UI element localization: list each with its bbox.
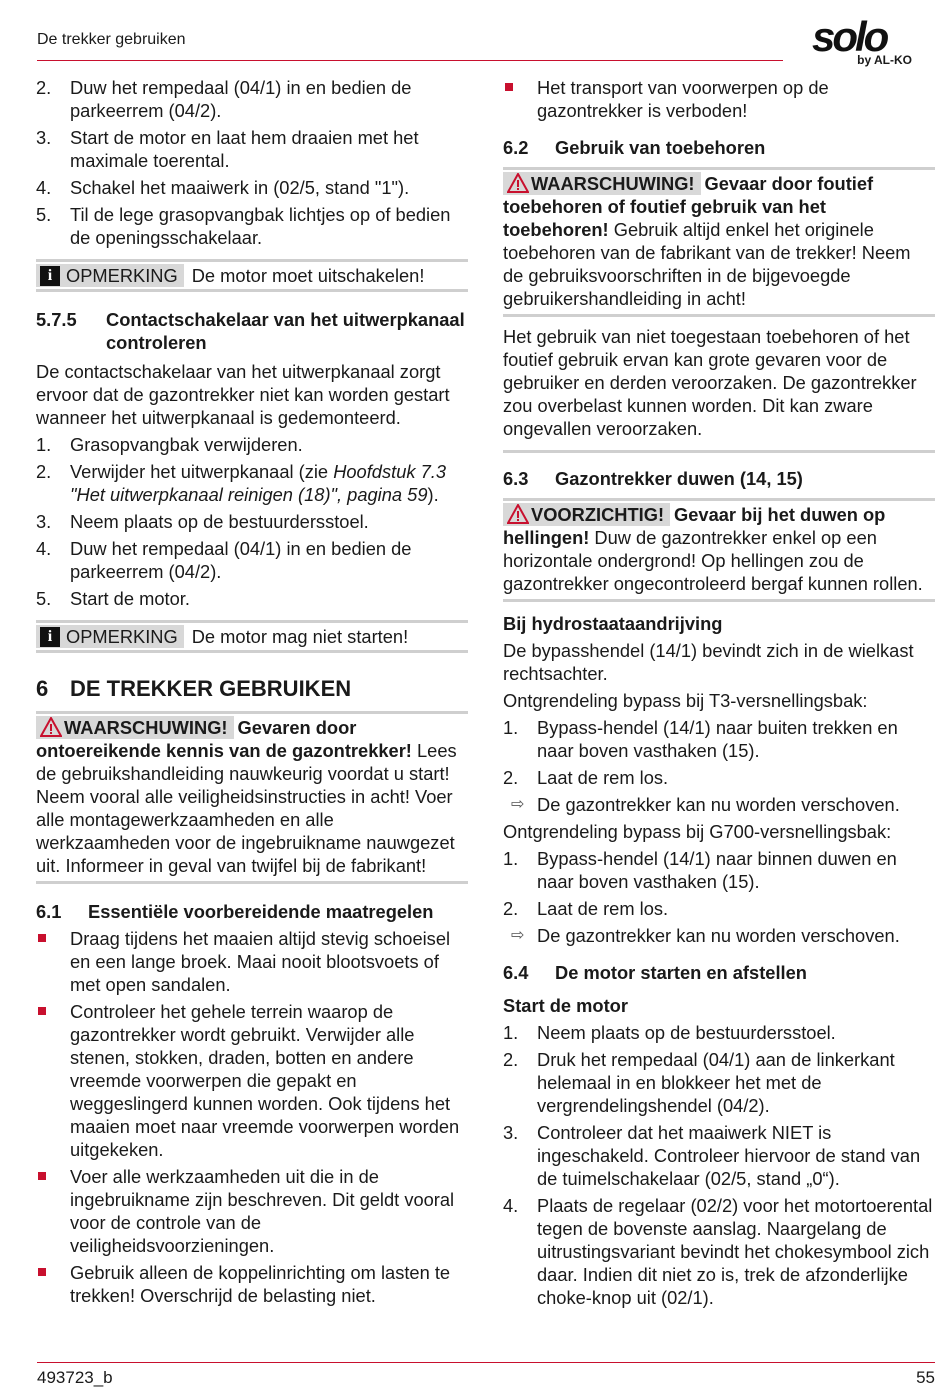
bullet-square-icon <box>36 1000 70 1161</box>
info-icon: i <box>40 266 60 286</box>
warning-triangle-icon <box>40 717 62 737</box>
list-item: 1. Grasopvangbak verwijderen. <box>36 434 303 455</box>
result-item: ⇨ De gazontrekker kan nu worden verschoven. <box>503 793 935 816</box>
list-item: 2. Duw het rempedaal (04/1) in en bedien de parkeerrem (04/2). <box>36 77 412 121</box>
list-item: 1. Bypass-hendel (14/1) naar buiten trekken en naar boven vasthaken (15). <box>503 717 898 761</box>
list-item: 3. Controleer dat het maaiwerk NIET is ingeschakeld. Controleer hiervoor de stand van de tuimelschakelaar (02/5, stand „0“). <box>503 1122 921 1189</box>
warning-triangle-icon <box>507 504 529 524</box>
list-item: 2. Druk het rempedaal (04/1) aan de linkerkant helemaal in en blokkeer het met de vergrendelingshendel (04/2). <box>503 1049 895 1116</box>
paragraph: De contactschakelaar van het uitwerpkanaal zorgt ervoor dat de gazontrekker niet kan worden gestart wanneer het uitwerpkanaal is gedemonteerd. <box>36 361 450 428</box>
running-header: De trekker gebruiken <box>37 31 186 48</box>
result-arrow-icon: ⇨ <box>511 796 525 813</box>
list-item: 4. Plaats de regelaar (02/2) voor het motortoerental tegen de bovenste aanslag. Naargelang de uitrustingsvariant bevindt het chokesymbool zich daar. Indien dit niet zo is, trek de afzonderlijke choke-knop uit (02/1). <box>503 1195 933 1308</box>
list-item: Controleer het gehele terrein waarop de gazontrekker wordt gebruikt. Verwijder alle stenen, stokken, draden, botten en andere vreemde voorwerpen die gepakt en weggeslingerd kunnen worden. Ook tijdens het maaien moet naar vreemde voorwerpen worden uitgekeken. <box>36 1000 468 1161</box>
doc-number: 493723_b <box>37 1368 113 1387</box>
footer-rule <box>37 1362 935 1363</box>
subheading: Start de motor <box>503 995 628 1016</box>
left-column <box>36 76 468 1311</box>
steps-t3 <box>503 716 935 789</box>
bullet-list <box>36 927 468 1307</box>
section-heading-6-1: 6.1 Essentiële voorbereidende maatregelen <box>36 901 434 922</box>
list-item: 4. Schakel het maaiwerk in (02/5, stand "1"). <box>36 177 410 198</box>
logo-sub: by AL-KO <box>857 53 912 67</box>
info-icon: i <box>40 627 60 647</box>
list-item: 2. Laat de rem los. <box>503 898 669 919</box>
note-tag: i OPMERKING <box>36 625 184 648</box>
list-item: Het transport van voorwerpen op de gazontrekker is verboden! <box>503 76 935 122</box>
paragraph: Ontgrendeling bypass bij G700-versnellingsbak: <box>503 821 892 842</box>
list-item: Draag tijdens het maaien altijd stevig schoeisel en een lange broek. Maai nooit blootsvoets of met open sandalen. <box>36 927 468 996</box>
note-box <box>36 259 468 292</box>
logo-main: solo <box>812 13 887 60</box>
bullet-square-icon <box>36 927 70 996</box>
list-item: 3. Start de motor en laat hem draaien met het maximale toerental. <box>36 127 419 171</box>
caution-box: VOORZICHTIG! Gevaar bij het duwen op hellingen! Duw de gazontrekker enkel op een horizontale ondergrond! Op hellingen zou de gazontrekker ongecontroleerd bergaf kunnen rollen. <box>503 498 935 602</box>
list-item: 1. Bypass-hendel (14/1) naar binnen duwen en naar boven vasthaken (15). <box>503 848 897 892</box>
paragraph: De bypasshendel (14/1) bevindt zich in de wielkast rechtsachter. <box>503 640 914 684</box>
note-box <box>36 620 468 653</box>
note-text: De motor mag niet starten! <box>191 626 409 647</box>
section-heading-6-3: 6.3 Gazontrekker duwen (14, 15) <box>503 468 803 489</box>
bullet-square-icon <box>503 76 537 122</box>
steps-start <box>503 1021 935 1309</box>
bullet-square-icon <box>36 1165 70 1257</box>
bullet-square-icon <box>36 1261 70 1307</box>
warning-triangle-icon <box>507 173 529 193</box>
note-text: De motor moet uitschakelen! <box>191 265 425 286</box>
result-arrow-icon: ⇨ <box>511 927 525 944</box>
list-item: Gebruik alleen de koppelinrichting om lasten te trekken! Overschrijd de belasting niet. <box>36 1261 468 1307</box>
paragraph: Ontgrendeling bypass bij T3-versnellingsbak: <box>503 690 868 711</box>
steps-5-7-5 <box>36 433 468 610</box>
header-rule <box>37 60 783 61</box>
section-heading-6-2: 6.2 Gebruik van toebehoren <box>503 137 766 158</box>
list-item: 5. Start de motor. <box>36 588 190 609</box>
warning-box: WAARSCHUWING! Gevaar door foutief toebehoren of foutief gebruik van het toebehoren! Gebruik altijd enkel het originele toebehoren van de fabrikant van de trekker! Neem de gebruiksvoorschriften in de bijgevoegde gebruikershandleiding in acht! <box>503 167 935 317</box>
list-item: 2. Verwijder het uitwerpkanaal (zie Hoofdstuk 7.3 "Het uitwerpkanaal reinigen (18)", pagina 59). <box>36 461 446 505</box>
paragraph: Het gebruik van niet toegestaan toebehoren of het foutief gebruik ervan kan grote gevaren voor de gebruiker en derden veroorzaken. De gazontrekker zou overbelast kunnen worden. Dit kan zware ongevallen veroorzaken. <box>503 326 917 439</box>
result-item: ⇨ De gazontrekker kan nu worden verschoven. <box>503 924 935 947</box>
subheading: Bij hydrostaataandrijving <box>503 613 723 634</box>
section-heading-6-4: 6.4 De motor starten en afstellen <box>503 962 807 983</box>
warning-box: WAARSCHUWING! Gevaren door ontoereikende kennis van de gazontrekker! Lees de gebruikshandleiding nauwkeurig voordat u start! Neem vooral alle veiligheidsinstructies in acht! Voer alle montagewerkzaamheden en alle werkzaamheden voor de ingebruikname nauwgezet uit. Informeer in geval van twijfel bij de fabrikant! <box>36 711 468 884</box>
cross-reference-link[interactable]: Hoofdstuk 7.3 "Het uitwerpkanaal reinigen (18)", pagina 59 <box>70 461 446 505</box>
list-item: 4. Duw het rempedaal (04/1) in en bedien de parkeerrem (04/2). <box>36 538 412 582</box>
warning-tag: WAARSCHUWING! <box>36 716 234 739</box>
list-item: 2. Laat de rem los. <box>503 767 669 788</box>
chapter-heading-6: 6 DE TREKKER GEBRUIKEN <box>36 676 352 701</box>
list-item: 3. Neem plaats op de bestuurdersstoel. <box>36 511 369 532</box>
section-heading-5-7-5: 5.7.5 Contactschakelaar van het uitwerpkanaal controleren <box>36 309 465 353</box>
list-item: Voer alle werkzaamheden uit die in de ingebruikname zijn beschreven. Dit geldt vooral voor de controle van de veiligheidsvoorzieningen. <box>36 1165 468 1257</box>
list-item: 1. Neem plaats op de bestuurdersstoel. <box>503 1022 836 1043</box>
right-column <box>503 76 935 1313</box>
paragraph-box <box>503 325 935 453</box>
steps-g700 <box>503 847 935 920</box>
warning-tag: WAARSCHUWING! <box>503 172 701 195</box>
note-tag: i OPMERKING <box>36 264 184 287</box>
brand-logo <box>812 13 912 67</box>
steps-top <box>36 76 468 249</box>
list-item: 5. Til de lege grasopvangbak lichtjes op of bedien de openingsschakelaar. <box>36 204 451 248</box>
caution-tag: VOORZICHTIG! <box>503 503 670 526</box>
page-number: 55 <box>916 1368 935 1387</box>
